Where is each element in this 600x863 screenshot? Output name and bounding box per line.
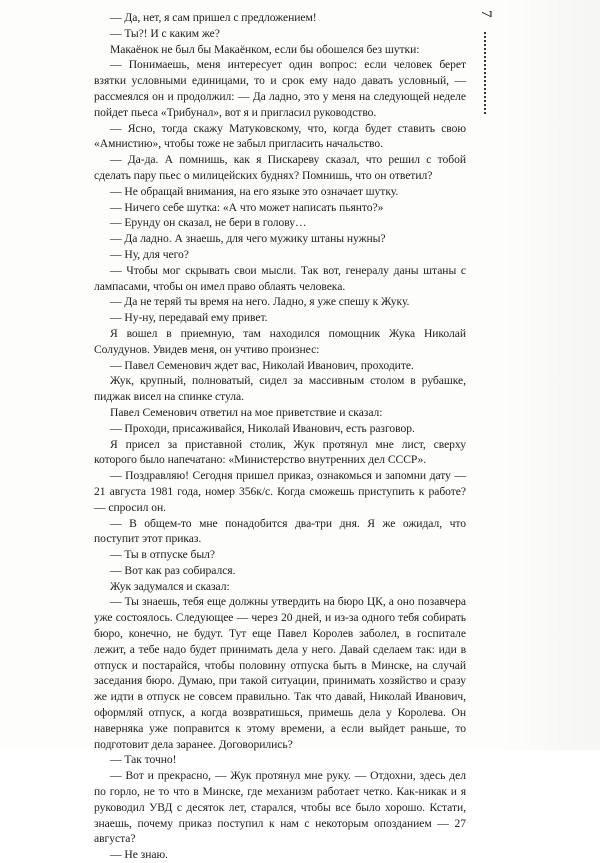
page-number-marker: [478, 10, 494, 120]
paragraph: — Поздравляю! Сегодня пришел приказ, ознакомься и запомни дату — 21 августа 1981 года, номер 356к/с. Когда сможешь приступить к работе? — спросил он.: [94, 469, 466, 514]
paragraph: Я присел за приставной столик, Жук протянул мне лист, сверху которого было напечатано: «Министерство внутренних дел СССР».: [94, 437, 466, 467]
paragraph: — В общем-то мне понадобится два-три дня. Я же ожидал, что поступит этот приказ.: [94, 516, 466, 546]
paragraph: — Вот и прекрасно, — Жук протянул мне руку. — Отдохни, здесь дел по горло, не то что в Минске, где механизм работает четко. Как-никак и я руководил УВД с десяток лет, старался, чтобы все было хорошо. Кстати, знаешь, почему приказ поступил к нам с некоторым опозданием — 27 августа?: [94, 769, 466, 846]
paragraph: — Так точно!: [110, 753, 177, 767]
paragraph: Жук задумался и сказал:: [110, 579, 230, 593]
paragraph: — Не обращай внимания, на его языке это означает шутку.: [110, 184, 399, 198]
page-edge-shade: [504, 0, 600, 750]
paragraph: — Да не теряй ты время на него. Ладно, я уже спешу к Жуку.: [110, 295, 410, 309]
text-column: [94, 10, 466, 863]
dotted-rule: [484, 32, 488, 114]
paragraph: — Проходи, присаживайся, Николай Иванович, есть разговор.: [110, 421, 415, 435]
paragraph: — Ерунду он сказал, не бери в голову…: [110, 216, 307, 230]
paragraph: — Понимаешь, меня интересует один вопрос: если человек берет взятки условными единицами, то и срок ему надо давать условный, — рассмеялся он и продолжил: — Да ладно, это у меня на следующей неделе пойдет пьеса «Трибунал», вот я и пригласил руководство.: [94, 58, 466, 119]
paragraph: Жук, крупный, полноватый, сидел за массивным столом в рубашке, пиджак висел на спинке стула.: [94, 374, 466, 404]
paragraph: — Ты знаешь, тебя еще должны утвердить на бюро ЦК, а оно позавчера уже состоялось. Следующее — через 20 дней, и из-за одного тебя собирать бюро, конечно, не будут. Тут еще Павел Королев заболел, в госпитале лежит, а тебе надо будет принимать дела у него. Давай сделаем так: иди в отпуск и постарайся, чтобы половину отпуска быть в Минске, на случай заседания бюро. Думаю, при такой ситуации, принимать хозяйство и сразу же идти в отпуск не совсем правильно. Так что давай, Николай Иванович, оформляй отпуск, а когда возвратишься, примешь дела у Королева. Он наверняка уже поправится к этому времени, а если выйдет раньше, то подготовит дела заранее. Договорились?: [94, 595, 466, 751]
paragraph: — Не знаю.: [110, 848, 168, 862]
paragraph: — Ну-ну, передавай ему привет.: [110, 311, 268, 325]
paragraph: Павел Семенович ответил на мое приветствие и сказал:: [110, 405, 383, 419]
paragraph: — Ты в отпуске был?: [110, 548, 215, 562]
paragraph: — Чтобы мог скрывать свои мысли. Так вот, генералу даны штаны с лампасами, чтобы он имел право облаять человека.: [94, 263, 466, 293]
paragraph: — Да-да. А помнишь, как я Пискареву сказал, что решил с тобой сделать пару пьес о милицейских буднях? Помнишь, что он ответил?: [94, 153, 466, 182]
paragraph: — Да ладно. А знаешь, для чего мужику штаны нужны?: [110, 232, 386, 246]
paragraph: — Ничего себе шутка: «А что может написать пьянто?»: [110, 200, 384, 214]
paragraph: — Ясно, тогда скажу Матуковскому, что, когда будет ставить свою «Амнистию», чтобы тоже не забыл пригласить начальство.: [94, 121, 466, 151]
paragraph: Я вошел в приемную, там находился помощник Жука Николай Солудунов. Увидев меня, он учтиво произнес:: [94, 326, 466, 356]
paragraph: — Ты?! И с каким же?: [110, 26, 220, 40]
paragraph: — Вот как раз собирался.: [110, 563, 236, 577]
paragraph: — Павел Семенович ждет вас, Николай Иванович, проходите.: [110, 358, 414, 372]
paragraph: Макаёнок не был бы Макаёнком, если бы обошелся без шутки:: [110, 42, 420, 56]
paragraph: — Да, нет, я сам пришел с предложением!: [110, 11, 317, 24]
paragraph: — Ну, для чего?: [110, 247, 189, 261]
page-number: 7: [478, 10, 494, 18]
